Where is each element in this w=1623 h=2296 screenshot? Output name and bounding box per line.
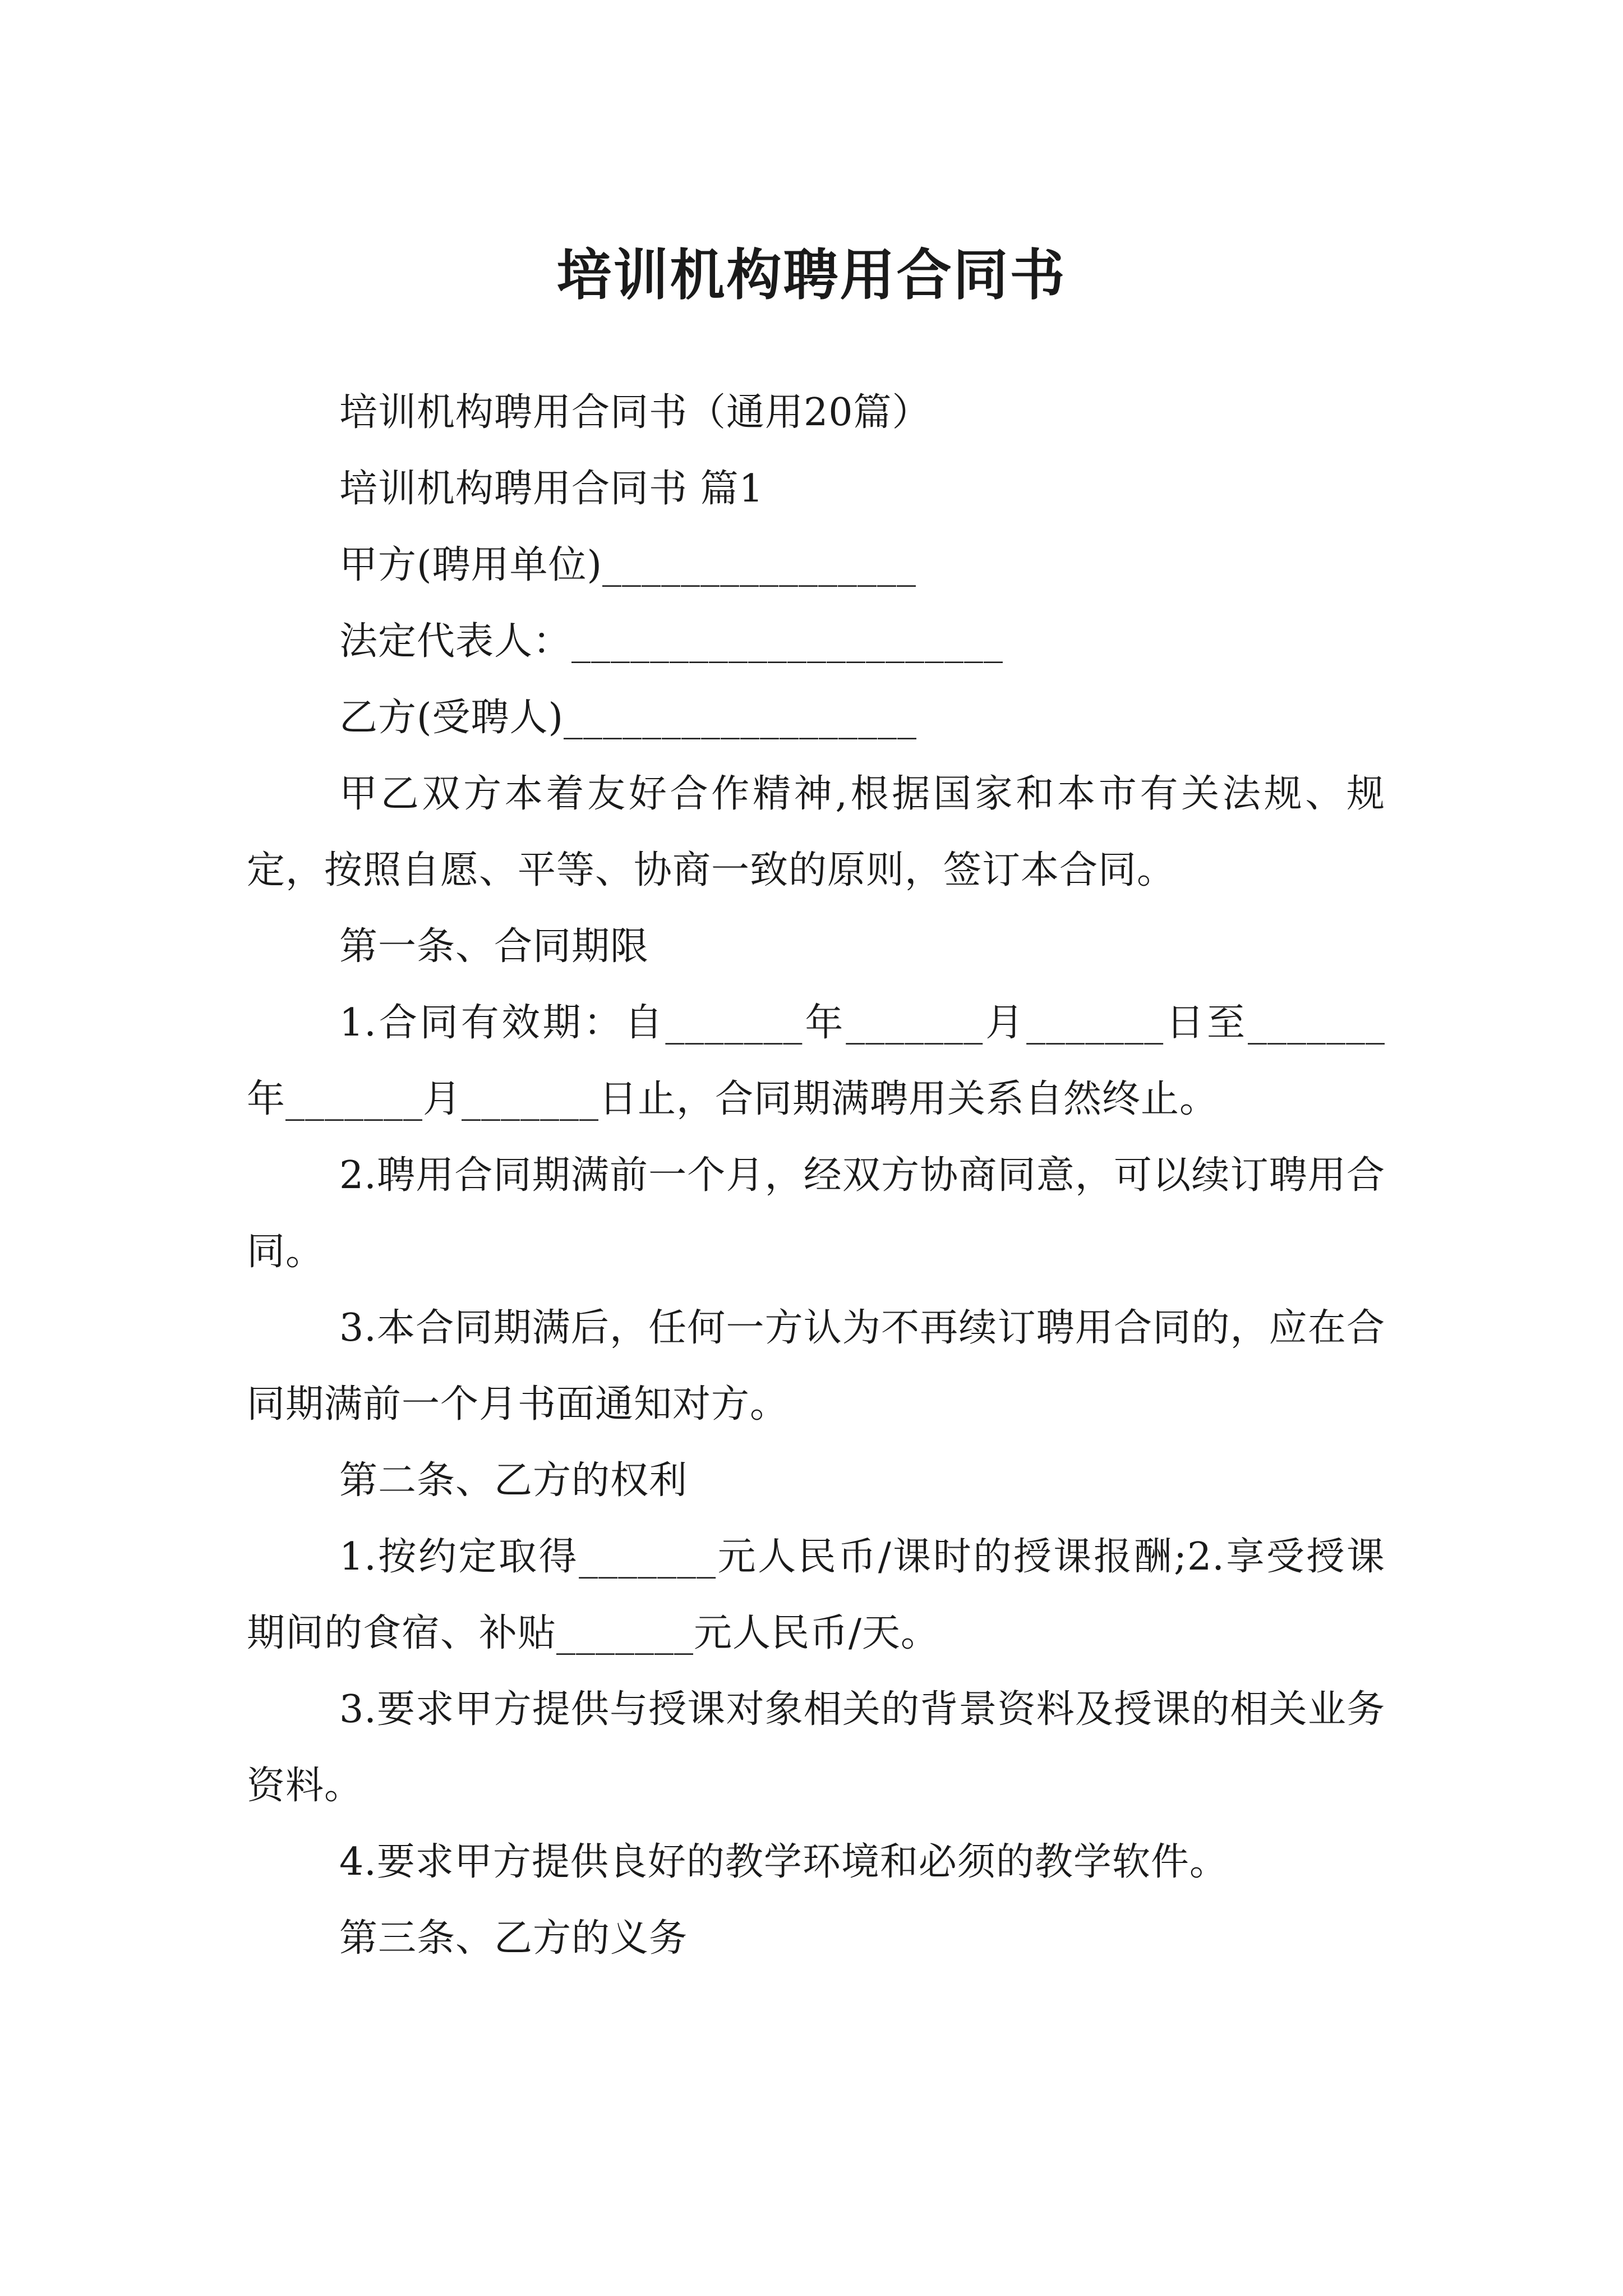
- article-2-heading: 第二条、乙方的权利: [339, 1458, 688, 1503]
- document-title: 培训机构聘用合同书: [556, 242, 1067, 307]
- article-1-clause-3: 3.本合同期满后，任何一方认为不再续订聘用合同的，应在合同期满前一个月书面通知对方。: [247, 1306, 1385, 1427]
- party-a-line: 甲方(聘用单位)________________: [339, 543, 917, 587]
- article-3-heading: 第三条、乙方的义务: [339, 1916, 688, 1961]
- article-2-clause-1-2: 1.按约定取得_______元人民币/课时的授课报酬;2.享受授课期间的食宿、补贴_______元人民币/天。: [247, 1535, 1385, 1655]
- article-1-clause-1: 1.合同有效期：自_______年_______月_______日至_______年_______月_______日止，合同期满聘用关系自然终止。: [247, 1001, 1385, 1121]
- article-2-clause-4: 4.要求甲方提供良好的教学环境和必须的教学软件。: [339, 1840, 1228, 1884]
- subtitle-line: 培训机构聘用合同书（通用20篇）: [339, 390, 931, 435]
- legal-representative-line: 法定代表人：______________________: [339, 619, 1004, 664]
- preamble-paragraph: 甲乙双方本着友好合作精神,根据国家和本市有关法规、规定，按照自愿、平等、协商一致的原则，签订本合同。: [247, 772, 1385, 892]
- article-1-clause-2: 2.聘用合同期满前一个月，经双方协商同意，可以续订聘用合同。: [247, 1153, 1385, 1274]
- party-b-line: 乙方(受聘人)__________________: [339, 696, 917, 740]
- document-body: [247, 375, 1385, 1977]
- section-heading-part-1: 培训机构聘用合同书 篇1: [339, 467, 764, 511]
- article-1-heading: 第一条、合同期限: [339, 924, 649, 969]
- article-2-clause-3: 3.要求甲方提供与授课对象相关的背景资料及授课的相关业务资料。: [247, 1687, 1385, 1808]
